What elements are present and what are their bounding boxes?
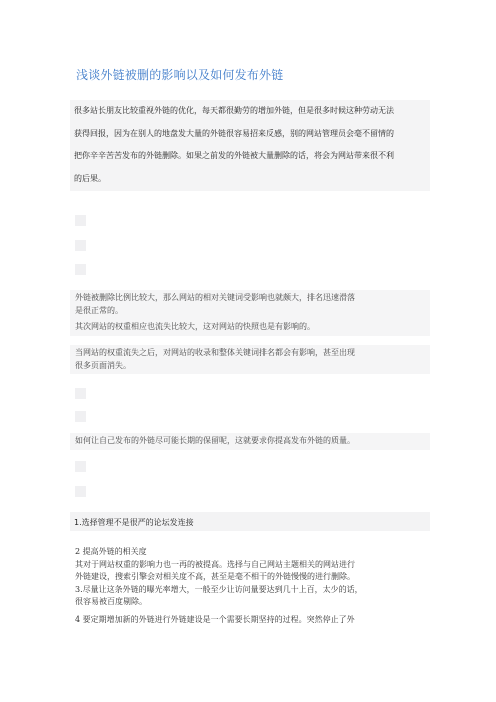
intro-line: 把你辛辛苦苦发布的外链删除。如果之前发的外链被大量删除的话，将会为网站带来很不利 [74,151,394,161]
paragraph-line: 当网站的权重流失之后，对网站的收录和整体关键词排名都会有影响，甚至出现 [75,348,355,357]
intro-line: 获得回报，因为在别人的地盘发大量的外链很容易招来反感，别的网站管理员会毫不留情的 [74,128,394,138]
paragraph-indexing-impact [70,345,430,374]
paragraph-line: 外链建设，搜索引擎会对相关度不高，甚至是毫不相干的外链慢慢的进行删除。 [75,572,355,582]
intro-line: 的后果。 [74,174,106,184]
image-placeholder [75,264,86,275]
intro-line: 很多站长朋友比较重视外链的优化，每天都很勤劳的增加外链，但是很多时候这种劳动无法 [74,106,394,115]
list-item-new-links [75,614,430,627]
paragraph-line: 3.尽量让这条外链的曝光率增大，一般至少让访问量要达到几十上百，太少的话， [75,584,363,594]
image-placeholder [75,461,86,472]
image-placeholder [75,388,86,399]
image-placeholder [75,486,86,497]
paragraph-line: 其对于网站权重的影响力也一再的被提高。选择与自己网站主题相关的网站进行 [75,559,355,569]
paragraph-line: 2 提高外链的相关度 [75,547,147,556]
image-placeholder [75,411,86,422]
image-placeholder [75,240,86,251]
intro-block [70,100,430,191]
list-item-relevance [75,546,430,609]
paragraph-line: 外链被删除比例比较大，那么网站的相对关键词受影响也就颇大，排名迅速滑落 [75,293,355,302]
image-placeholder [75,215,86,226]
page-title: 浅谈外链被删的影响以及如何发布外链 [76,68,284,82]
paragraph-line: 是很正常的。 [75,305,123,315]
paragraph-line: 如何让自己发布的外链尽可能长期的保留呢，这就要求你提高发布外链的质量。 [75,436,355,445]
paragraph-line: 很容易被百度剔除。 [75,597,147,607]
paragraph-deleted-links-impact [70,290,430,319]
paragraph-line: 很多页面消失。 [75,360,131,370]
paragraph-line: 其次网站的权重相应也流失比较大，这对网站的快照也是有影响的。 [75,322,315,331]
paragraph-line: 4 要定期增加新的外链进行外链建设是一个需要长期坚持的过程。突然停止了外 [75,615,355,624]
paragraph-weight-loss [70,319,430,336]
paragraph-link-quality [70,433,430,450]
list-item-forum-choice: 1.选择管理不是很严的论坛发连接 [70,512,430,531]
